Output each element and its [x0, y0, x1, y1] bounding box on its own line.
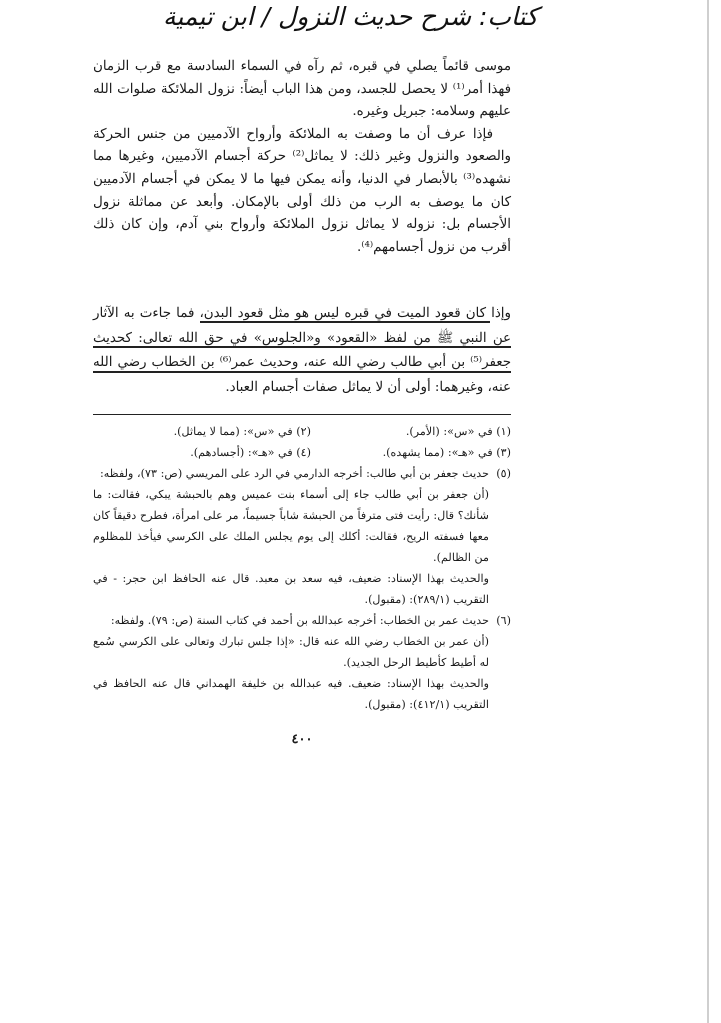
- footnote-row-3-4: [93, 442, 511, 463]
- footnote-5-text: حديث جعفر بن أبي طالب: أخرجه الدارمي في الرد على المريسي (ص: ٧٣)، ولفظه:: [100, 467, 489, 480]
- footnote-1: (١) في «س»: (الأمر).: [405, 425, 511, 438]
- footnote-6: [93, 610, 511, 631]
- footnote-4: (٤) في «هـ»: (أجسادهم).: [190, 446, 311, 459]
- handwritten-title: كتاب: شرح حديث النزول / ابن تيمية: [162, 2, 538, 31]
- footnote-6-grade: والحديث بهذا الإسناد: ضعيف. فيه عبدالله بن خليفة الهمداني قال عنه الحافظ في التقريب (٤١٢/١): (مقبول).: [93, 677, 489, 711]
- main-text: [93, 56, 511, 259]
- hand-underline-3: [93, 371, 511, 373]
- scan-edge-line: [707, 0, 709, 1023]
- footnote-row-1-2: [93, 421, 511, 442]
- footnote-separator: [93, 414, 511, 415]
- paragraph-2: فإذا عرف أن ما وصفت به الملائكة وأرواح الآدميين من جنس الحركة والصعود والنزول وغير ذلك: لا يماثل⁽²⁾ حركة أجسام الآدميين، وغيرها مما نشهده⁽³⁾ بالأبصار في الدنيا، وأنه يمكن فيها ما لا يمكن في أجسام الآدميين كان ما يوصف به الرب من ذلك أولى بالإمكان. وأبعد عن مماثلة نزول الأجسام بل: نزوله لا يماثل نزول الملائكة وأرواح بني آدم، وإن كان ذلك أقرب من نزول أجسامهم⁽⁴⁾.: [93, 126, 511, 255]
- footnote-2: (٢) في «س»: (مما لا يماثل).: [173, 425, 311, 438]
- paragraph-1: موسى قائماً يصلي في قبره، ثم رآه في السماء السادسة مع قرب الزمان فهذا أمر⁽¹⁾ لا يحصل للجسد، ومن هذا الباب أيضاً: نزول الملائكة صلوات الله عليهم وسلامه: جبريل وغيره.: [93, 59, 512, 120]
- footnote-5-quote: (أن جعفر بن أبي طالب جاء إلى أسماء بنت عميس وهم بالحبشة يبكي، فقالت: ما شأنك؟ قال: رأيت فتى مترفاً من الحبشة شاباً جسيماً، مر على امرأة، فطرح دقيقاً كان معها فسفته الريح، فقالت: أكلك إلى يوم يجلس الملك على الكرسي فيأخذ للمظلوم من الظالم).: [93, 488, 489, 564]
- footnote-6-number: (٦): [496, 614, 511, 627]
- footnote-5-number: (٥): [496, 467, 511, 480]
- footnote-6-quote: (أن عمر بن الخطاب رضي الله عنه قال: «إذا جلس تبارك وتعالى على الكرسي سُمع له أطيط كأطيط الرحل الجديد).: [93, 635, 489, 669]
- page-number: ٤٠٠: [291, 732, 313, 747]
- footnote-5-grade: والحديث بهذا الإسناد: ضعيف، فيه سعد بن معبد. قال عنه الحافظ ابن حجر: - في التقريب (٢٨٩/١): (مقبول).: [93, 572, 489, 606]
- underlined-paragraph: وإذا كان قعود الميت في قبره ليس هو مثل قعود البدن، فما جاءت به الآثار عن النبي ﷺ من لفظ «القعود» و«الجلوس» في حق الله تعالى: كحديث جعفر⁽⁵⁾ بن أبي طالب رضي الله عنه، وحديث عمر⁽⁶⁾ بن الخطاب رضي الله عنه، وغيرهما: أولى أن لا يماثل صفات أجسام العباد.: [93, 306, 511, 395]
- hand-underline-2: [93, 346, 511, 348]
- footnotes: [93, 421, 511, 715]
- hand-underline-1: [200, 321, 490, 323]
- footnote-6-text: حديث عمر بن الخطاب: أخرجه عبدالله بن أحمد في كتاب السنة (ص: ٧٩). ولفظه:: [110, 614, 489, 627]
- footnote-3: (٣) في «هـ»: (مما يشهده).: [382, 446, 511, 459]
- footnote-5: [93, 463, 511, 484]
